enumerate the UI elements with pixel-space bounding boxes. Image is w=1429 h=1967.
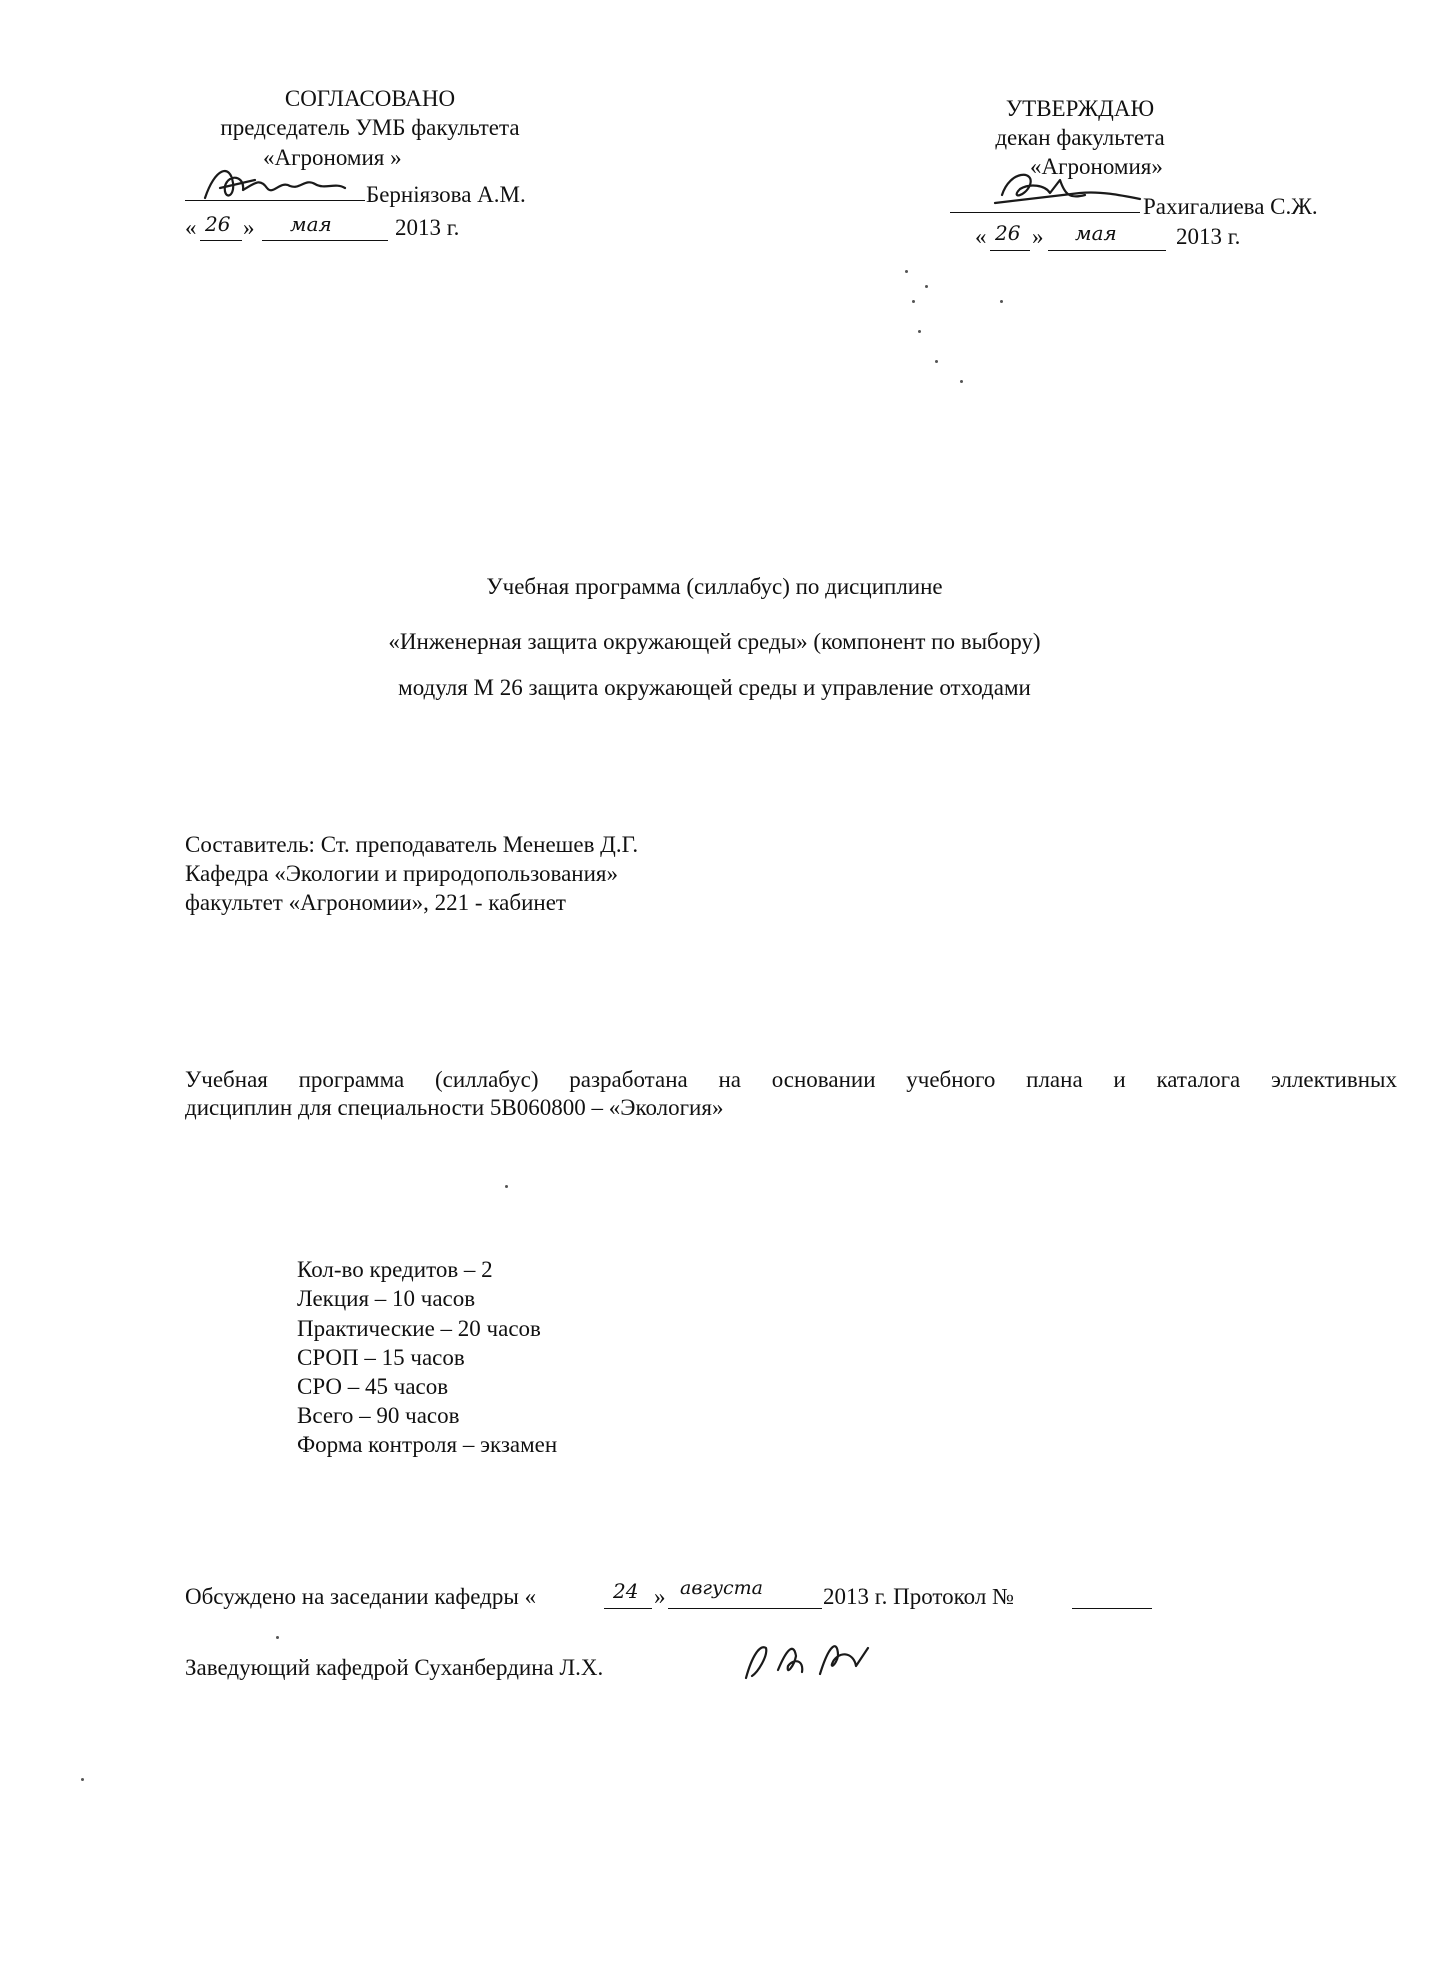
discussion-day-close: » — [654, 1584, 666, 1609]
head-label: Заведующий кафедрой Суханбердина Л.Х. — [185, 1655, 604, 1680]
discussion-month-line — [668, 1608, 822, 1609]
approval-right-position: декан факультета — [995, 125, 1165, 150]
title-line-2: «Инженерная защита окружающей среды» (компонент по выбору) — [388, 629, 1041, 654]
approval-right-year: 2013 г. — [1176, 224, 1241, 249]
discussion-day: 24 — [613, 1579, 639, 1603]
approval-right-day: 26 — [995, 221, 1021, 245]
hours-control-form: Форма контроля – экзамен — [297, 1432, 558, 1457]
approval-right-month-line — [1048, 250, 1166, 251]
approval-left-month-line — [262, 240, 388, 241]
approval-right-day-line — [990, 250, 1030, 251]
basis-line-2: дисциплин для специальности 5В060800 – «Экология» — [185, 1095, 724, 1120]
approval-left-date-open: « — [185, 215, 197, 240]
approval-left-year: 2013 г. — [395, 215, 460, 240]
approval-right-month: мая — [1075, 221, 1117, 245]
approval-right-date-open: « — [975, 224, 987, 249]
hours-sro: СРО – 45 часов — [297, 1374, 449, 1399]
hours-srop: СРОП – 15 часов — [297, 1345, 465, 1370]
scan-speck — [276, 1636, 279, 1639]
approval-right-name: Рахигалиева С.Ж. — [1143, 194, 1318, 219]
approval-left-month: мая — [290, 212, 332, 236]
title-line-1: Учебная программа (силлабус) по дисциплине — [486, 574, 943, 599]
approval-right-signature — [990, 165, 1150, 210]
approval-left-signature — [195, 158, 365, 203]
discussion-protocol-line — [1072, 1608, 1152, 1609]
approval-right-day-close: » — [1032, 224, 1044, 249]
approval-left-position: председатель УМБ факультета — [220, 115, 520, 140]
approval-left-day-line — [200, 240, 242, 241]
hours-lectures: Лекция – 10 часов — [297, 1286, 476, 1311]
approval-right-faculty: «Агрономия» — [1030, 154, 1163, 179]
title-line-3: модуля М 26 защита окружающей среды и управление отходами — [398, 675, 1031, 700]
author-line-2: Кафедра «Экологии и природопользования» — [185, 861, 618, 886]
head-signature — [738, 1636, 888, 1686]
approval-left-day: 26 — [205, 212, 231, 236]
discussion-suffix: 2013 г. Протокол № — [823, 1584, 1015, 1609]
author-line-1: Составитель: Ст. преподаватель Менешев Д.Г. — [185, 832, 639, 857]
discussion-day-line — [604, 1608, 652, 1609]
hours-credits: Кол-во кредитов – 2 — [297, 1257, 493, 1282]
hours-practical: Практические – 20 часов — [297, 1316, 541, 1341]
approval-right-signature-line — [950, 212, 1140, 213]
hours-total: Всего – 90 часов — [297, 1403, 460, 1428]
discussion-prefix: Обсуждено на заседании кафедры « — [185, 1584, 537, 1609]
basis-line-1: Учебная программа (силлабус) разработана на основании учебного плана и каталога эллективных — [185, 1067, 1397, 1092]
approval-left-faculty: «Агрономия » — [263, 145, 402, 170]
approval-right-heading: УТВЕРЖДАЮ — [1005, 96, 1155, 121]
approval-left-name: Бернiязова А.М. — [366, 182, 526, 207]
discussion-month: августа — [680, 1577, 763, 1599]
scan-speck — [81, 1778, 84, 1781]
author-line-3: факультет «Агрономии», 221 - кабинет — [185, 890, 566, 915]
approval-left-day-close: » — [243, 215, 255, 240]
scan-speck — [505, 1185, 508, 1188]
approval-left-heading: СОГЛАСОВАНО — [284, 86, 456, 111]
